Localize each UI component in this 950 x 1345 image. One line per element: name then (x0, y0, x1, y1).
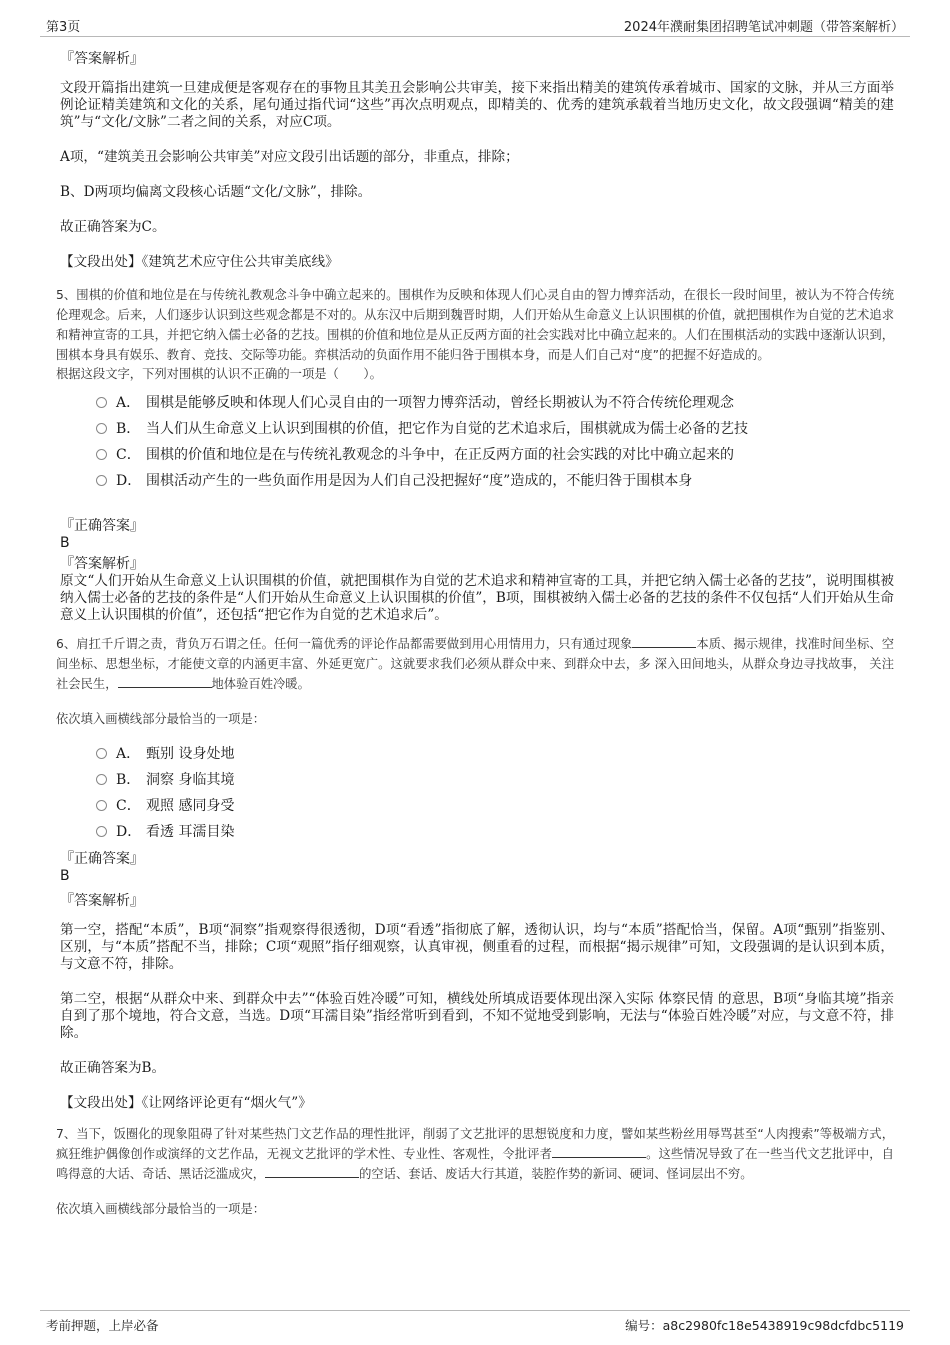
option-letter: B． (116, 421, 141, 437)
stem-text: 6、肩扛千斤谓之责，背负万石谓之任。任何一篇优秀的评论作品都需要做到用心用情用力，只有通过现象 (56, 637, 633, 651)
option-letter: A． (116, 746, 141, 762)
option-text: 围棋活动产生的一些负面作用是因为人们自己没把握好“度”造成的，不能归咎于围棋本身 (146, 473, 693, 489)
option-letter: A． (116, 395, 141, 411)
option-text: 围棋是能够反映和体现人们心灵自由的一项智力博弈活动，曾经长期被认为不符合传统伦理观念 (146, 395, 734, 411)
page-content (56, 42, 894, 1218)
analysis-conclusion: 故正确答案为B。 (60, 1060, 166, 1076)
fill-blank (552, 1145, 646, 1158)
stem-text: 。这些情况导致了在一些当代文艺批评中，自鸣得意的大话、奇话、黑话泛滥成灾， (56, 1147, 894, 1181)
correct-answer-label: 『正确答案』 (60, 518, 144, 534)
radio-icon[interactable] (96, 423, 107, 434)
radio-icon[interactable] (96, 826, 107, 837)
option-letter: C． (116, 447, 141, 463)
answer-analysis-label: 『答案解析』 (60, 556, 144, 572)
page-header (40, 14, 910, 37)
option-text: 观照 感同身受 (146, 798, 235, 814)
option-text: 洞察 身临其境 (146, 772, 235, 788)
option-letter: D． (116, 473, 142, 489)
question-stem (56, 634, 894, 694)
document-title: 2024年濮耐集团招聘笔试冲刺题（带答案解析） (623, 20, 904, 35)
question-stem: 5、围棋的价值和地位是在与传统礼教观念斗争中确立起来的。围棋作为反映和体现人们心灵自由的智力博弈活动，在很长一段时间里，被认为不符合传统伦理观念。后来，人们逐步认识到这些观念都是不对的。从东汉中后期到魏晋时期，人们开始从生命意义上认识围棋的价值，就把围棋作为自觉的艺术追求和精神宣寄的工具，并把它纳入儒士必备的艺技。围棋的价值和地位是从正反两方面的社会实践对比中确立起来的。人们在围棋活动的实践中逐渐认识到，围棋本身具有娱乐、教育、竞技、交际等功能。弈棋活动的负面作用不能归咎于围棋本身，而是人们自己对“度”的把握不好造成的。 (56, 288, 894, 362)
option-text: 看透 耳濡目染 (146, 824, 235, 840)
analysis-paragraph: 第二空，根据“从群众中来、到群众中去”“体验百姓冷暖”可知，横线处所填成语要体现出深入实际 体察民情 的意思，B项“身临其境”指亲自到了那个境地，符合文意，当选。D项“耳濡目染”指经常听到看到，不知不觉地受到影响，无法与“体验百姓冷暖”对应，与文意不符，排除。 (60, 991, 894, 1041)
option-c[interactable] (96, 441, 894, 467)
analysis-paragraph: A项，“建筑美丑会影响公共审美”对应文段引出话题的部分，非重点，排除； (60, 149, 519, 165)
fill-blank (265, 1165, 359, 1178)
analysis-conclusion: 故正确答案为C。 (60, 219, 166, 235)
option-text: 甄别 设身处地 (146, 746, 235, 762)
option-letter: D． (116, 824, 142, 840)
fill-blank (632, 635, 696, 648)
option-list (96, 740, 894, 844)
fill-blank (118, 675, 212, 688)
question-prompt: 根据这段文字，下列对围棋的认识不正确的一项是（ ）。 (56, 367, 382, 381)
footer-slogan: 考前押题，上岸必备 (46, 1318, 159, 1333)
answer-analysis-label: 『答案解析』 (60, 893, 144, 909)
stem-text: 本质、揭示规律，找准时间坐标、空间坐标、思想坐标，才能使文章的内涵更丰富、外延更宽广。这就要求我们必须从群众中来、到群众中去，多 深入田间地头，从群众身边寻找故事， 关注社会民生， (56, 637, 894, 691)
option-b[interactable] (96, 415, 894, 441)
stem-text: 的空话、套话、废话大行其道，装腔作势的新词、硬词、怪词层出不穷。 (359, 1167, 753, 1181)
radio-icon[interactable] (96, 748, 107, 759)
option-b[interactable] (96, 766, 894, 792)
analysis-paragraph: 文段开篇指出建筑一旦建成便是客观存在的事物且其美丑会影响公共审美，接下来指出精美的建筑传承着城市、国家的文脉，并从三方面举例论证精美建筑和文化的关系，尾句通过指代词“这些”再次点明观点，即精美的、优秀的建筑承载着当地历史文化，故文段强调“精美的建筑”与“文化/文脉”二者之间的关系，对应C项。 (60, 80, 894, 130)
option-d[interactable] (96, 818, 894, 844)
correct-answer-label: 『正确答案』 (60, 851, 144, 867)
radio-icon[interactable] (96, 774, 107, 785)
radio-icon[interactable] (96, 449, 107, 460)
option-a[interactable] (96, 389, 894, 415)
page-number: 第3页 (46, 20, 81, 35)
option-a[interactable] (96, 740, 894, 766)
question-prompt: 依次填入画横线部分最恰当的一项是： (56, 1202, 266, 1216)
radio-icon[interactable] (96, 800, 107, 811)
source-citation: 【文段出处】《让网络评论更有“烟火气”》 (60, 1095, 312, 1111)
source-citation: 【文段出处】《建筑艺术应守住公共审美底线》 (60, 254, 339, 270)
stem-text: 地体验百姓冷暖。 (211, 677, 310, 691)
option-list (96, 389, 894, 493)
stem-text: 7、当下，饭圈化的现象阻碍了针对某些热门文艺作品的理性批评，削弱了文艺批评的思想锐度和力度，譬如某些粉丝用辱骂甚至“人肉搜索”等极端方式，疯狂维护偶像创作或演绎的文艺作品，无视文艺批评的学术性、专业性、客观性，令批评者 (56, 1127, 894, 1161)
option-c[interactable] (96, 792, 894, 818)
option-d[interactable] (96, 467, 894, 493)
analysis-paragraph: 原文“人们开始从生命意义上认识围棋的价值，就把围棋作为自觉的艺术追求和精神宣寄的工具，并把它纳入儒士必备的艺技”，说明围棋被纳入儒士必备的艺技的条件是“人们开始从生命意义上认识围棋的价值”，B项，围棋被纳入儒士必备的艺技的条件不仅包括“人们开始从生命意义上认识围棋的价值”，还包括“把它作为自觉的艺术追求后”。 (60, 573, 894, 623)
option-letter: C． (116, 798, 141, 814)
correct-answer: B (60, 535, 70, 551)
option-letter: B． (116, 772, 141, 788)
question-prompt: 依次填入画横线部分最恰当的一项是： (56, 712, 266, 726)
answer-analysis-label: 『答案解析』 (60, 51, 144, 67)
option-text: 当人们从生命意义上认识到围棋的价值，把它作为自觉的艺术追求后，围棋就成为儒士必备的艺技 (146, 421, 748, 437)
radio-icon[interactable] (96, 475, 107, 486)
document-id: 编号：a8c2980fc18e5438919c98dcfdbc5119 (625, 1318, 904, 1333)
page-footer (40, 1310, 910, 1335)
analysis-paragraph: 第一空，搭配“本质”，B项“洞察”指观察得很透彻，D项“看透”指彻底了解，透彻认识，均与“本质”搭配恰当，保留。A项“甄别”指鉴别、区别，与“本质”搭配不当，排除；C项“观照”指仔细观察，认真审视，侧重看的过程，而根据“揭示规律”可知，文段强调的是认识到本质，与文意不符，排除。 (60, 922, 894, 972)
correct-answer: B (60, 868, 70, 884)
analysis-paragraph: B、D两项均偏离文段核心话题“文化/文脉”，排除。 (60, 184, 372, 200)
question-stem (56, 1124, 894, 1184)
radio-icon[interactable] (96, 397, 107, 408)
option-text: 围棋的价值和地位是在与传统礼教观念的斗争中，在正反两方面的社会实践的对比中确立起来的 (146, 447, 734, 463)
